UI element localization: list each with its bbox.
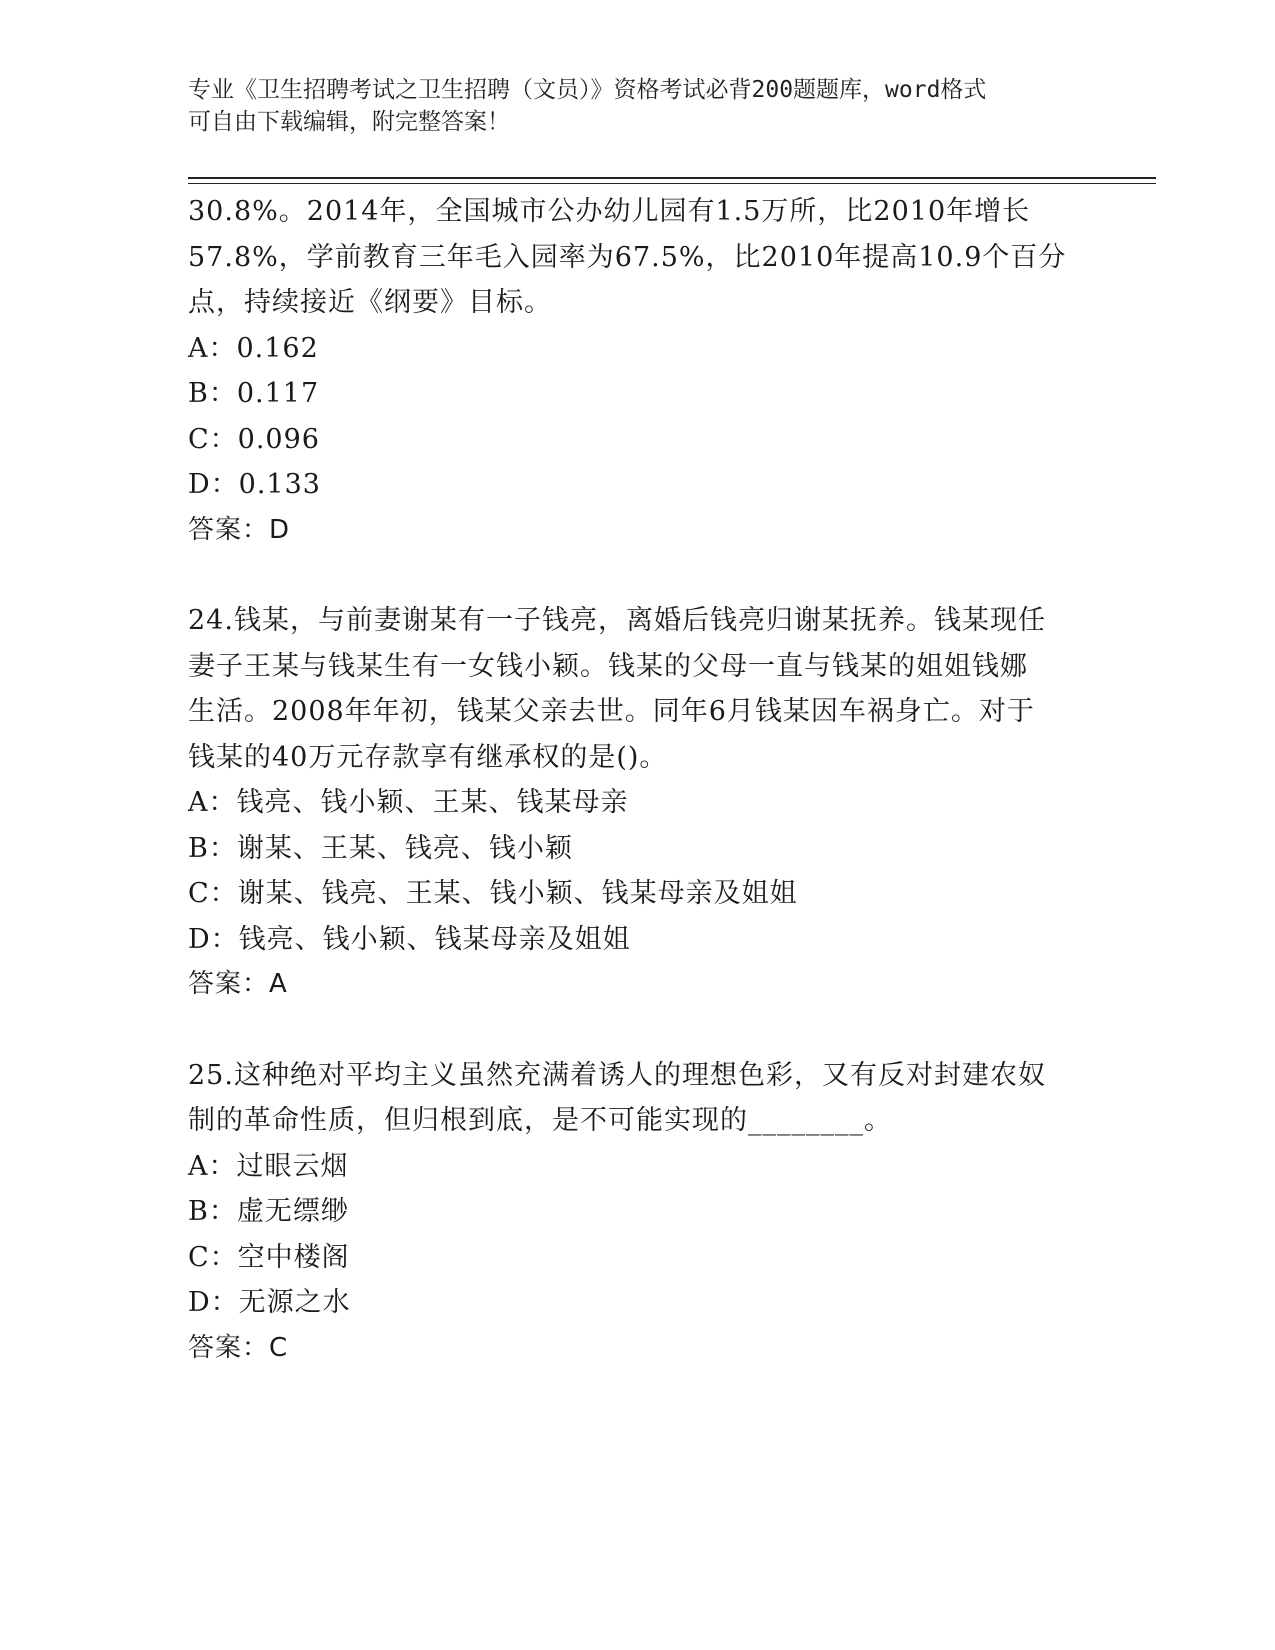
question-stem-line: 25.这种绝对平均主义虽然充满着诱人的理想色彩，又有反对封建农奴 <box>188 1059 1046 1091</box>
question-stem-line: 妻子王某与钱某生有一女钱小颖。钱某的父母一直与钱某的姐姐钱娜 <box>188 650 1028 682</box>
question-block-23 <box>188 189 1148 553</box>
option-b: B：谢某、王某、钱亮、钱小颖 <box>188 832 573 864</box>
option-d: D：无源之水 <box>188 1287 351 1318</box>
question-block-25 <box>188 1053 1148 1372</box>
option-c: C：0.096 <box>188 423 320 455</box>
option-a: A：钱亮、钱小颖、王某、钱某母亲 <box>188 787 629 818</box>
answer-line: 答案：A <box>188 969 288 999</box>
header-title-line-2: 可自由下载编辑，附完整答案！ <box>188 109 510 135</box>
answer-line: 答案：D <box>188 514 291 545</box>
question-stem-line: 57.8%，学前教育三年毛入园率为67.5%，比2010年提高10.9个百分 <box>188 241 1067 273</box>
option-a: A：过眼云烟 <box>188 1150 349 1182</box>
option-c: C：谢某、钱亮、王某、钱小颖、钱某母亲及姐姐 <box>188 878 798 909</box>
question-spacer <box>188 553 1148 598</box>
question-stem-line: 生活。2008年年初，钱某父亲去世。同年6月钱某因车祸身亡。对于 <box>188 696 1035 727</box>
question-spacer <box>188 1008 1148 1053</box>
option-b: B：虚无缥缈 <box>188 1196 349 1227</box>
option-d: D：钱亮、钱小颖、钱某母亲及姐姐 <box>188 923 631 955</box>
answer-line: 答案：C <box>188 1332 289 1363</box>
option-a: A：0.162 <box>188 332 319 364</box>
header-divider-thin <box>188 183 1156 184</box>
option-c: C：空中楼阁 <box>188 1241 350 1273</box>
option-d: D：0.133 <box>188 469 321 500</box>
option-b: B：0.117 <box>188 378 320 409</box>
document-header <box>188 74 1068 138</box>
question-stem-line: 制的革命性质，但归根到底，是不可能实现的________。 <box>188 1105 892 1136</box>
question-stem-line: 点，持续接近《纲要》目标。 <box>188 287 552 318</box>
question-stem-line: 钱某的40万元存款享有继承权的是()。 <box>188 741 668 773</box>
header-title-line-1: 专业《卫生招聘考试之卫生招聘（文员）》资格考试必背200题题库，word格式 <box>188 77 987 103</box>
header-divider-thick <box>188 177 1156 179</box>
question-block-24 <box>188 598 1148 1008</box>
question-content <box>188 189 1148 1371</box>
question-stem-line: 24.钱某，与前妻谢某有一子钱亮，离婚后钱亮归谢某抚养。钱某现任 <box>188 605 1046 636</box>
question-stem-line: 30.8%。2014年，全国城市公办幼儿园有1.5万所，比2010年增长 <box>188 196 1031 227</box>
